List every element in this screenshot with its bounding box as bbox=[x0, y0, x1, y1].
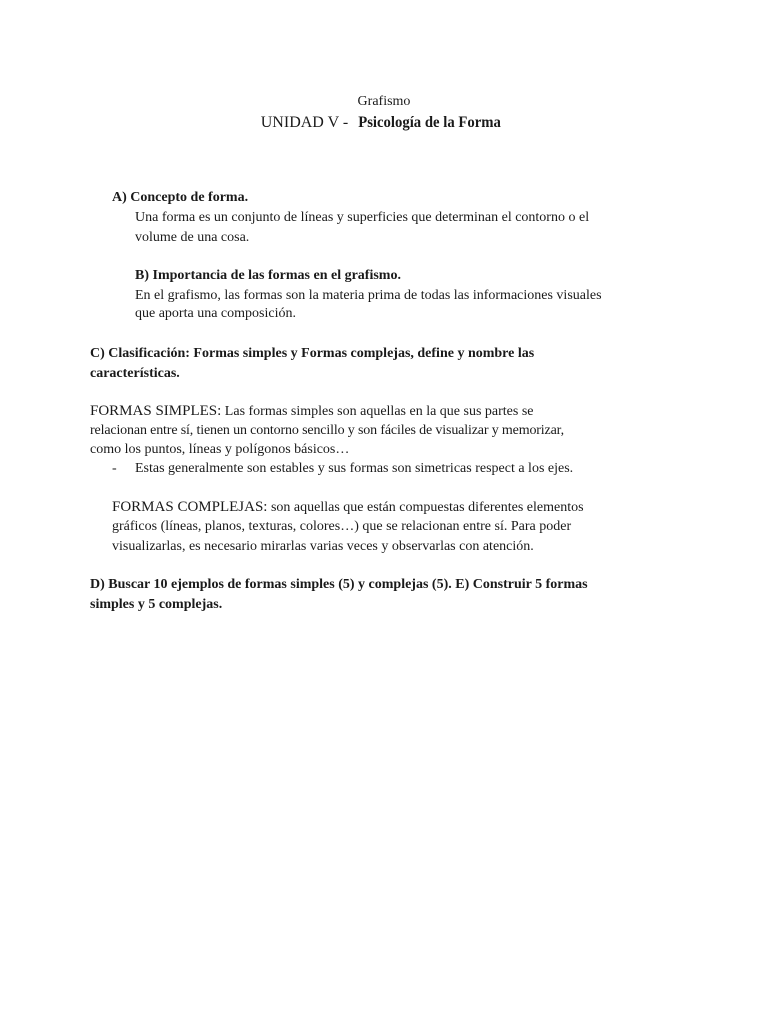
formas-simples-line-1 bbox=[90, 403, 534, 420]
bullet-text: Estas generalmente son estables y sus formas son simetricas respect a los ejes. bbox=[135, 461, 574, 476]
bullet-marker: - bbox=[112, 461, 117, 476]
formas-complejas-label: FORMAS COMPLEJAS: bbox=[112, 499, 268, 515]
formas-simples-line-3: como los puntos, líneas y polígonos básicos… bbox=[90, 442, 350, 457]
section-b-heading: B) Importancia de las formas en el grafismo. bbox=[135, 268, 401, 283]
section-a-line-2: volume de una cosa. bbox=[135, 230, 250, 245]
section-c-line-1: C) Clasificación: Formas simples y Formas complejas, define y nombre las bbox=[90, 346, 535, 361]
formas-complejas-intro: son aquellas que están compuestas diferentes elementos bbox=[267, 500, 584, 515]
formas-simples-line-2: relacionan entre sí, tienen un contorno sencillo y son fáciles de visualizar y memorizar, bbox=[90, 423, 564, 438]
section-c-line-2: características. bbox=[90, 366, 180, 381]
unit-prefix: UNIDAD V - bbox=[260, 114, 353, 131]
section-b-line-1: En el grafismo, las formas son la materia prima de todas las informaciones visuales bbox=[135, 288, 602, 303]
unit-name: Psicología de la Forma bbox=[358, 114, 502, 131]
subject-title: Grafismo bbox=[357, 94, 411, 109]
unit-title bbox=[0, 114, 768, 132]
section-d-line-2: simples y 5 complejas. bbox=[90, 597, 223, 612]
formas-complejas-line-2: gráficos (líneas, planos, texturas, colores…) que se relacionan entre sí. Para poder bbox=[112, 519, 572, 534]
section-a-heading: A) Concepto de forma. bbox=[112, 190, 249, 205]
section-d-line-1: D) Buscar 10 ejemplos de formas simples (5) y complejas (5). E) Construir 5 formas bbox=[90, 577, 588, 592]
formas-complejas-line-1 bbox=[112, 499, 584, 516]
formas-simples-intro: Las formas simples son aquellas en la que sus partes se bbox=[221, 404, 534, 419]
formas-simples-label: FORMAS SIMPLES: bbox=[90, 403, 222, 419]
section-b-line-2: que aporta una composición. bbox=[135, 306, 296, 321]
section-a-line-1: Una forma es un conjunto de líneas y superficies que determinan el contorno o el bbox=[135, 210, 590, 225]
formas-complejas-line-3: visualizarlas, es necesario mirarlas varias veces y observarlas con atención. bbox=[112, 539, 534, 554]
